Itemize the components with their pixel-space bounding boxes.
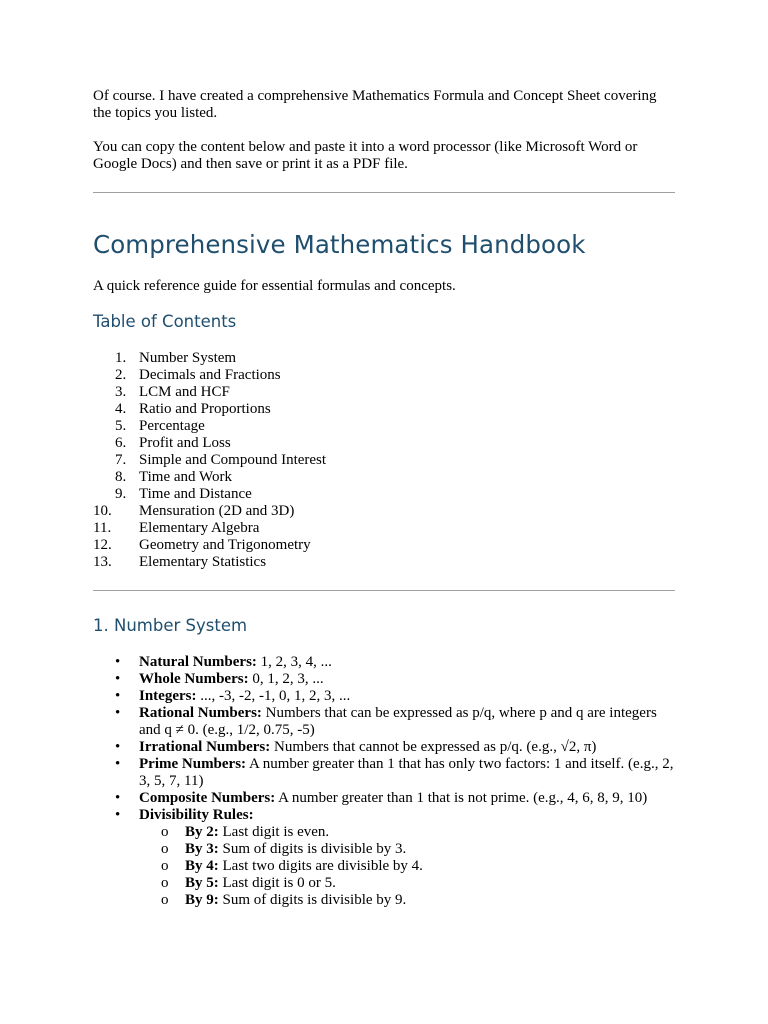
toc-item: 11. Elementary Algebra xyxy=(93,520,260,536)
toc-item: 5. Percentage xyxy=(115,418,205,434)
toc-item: 9. Time and Distance xyxy=(115,486,252,502)
list-item: • Composite Numbers: A number greater than 1 that is not prime. (e.g., 4, 6, 8, 9, 10) xyxy=(93,790,675,807)
document-content xyxy=(93,88,675,909)
list-item: • Irrational Numbers: Numbers that cannot be expressed as p/q. (e.g., √2, π) xyxy=(93,739,675,756)
toc-item: 4. Ratio and Proportions xyxy=(115,401,271,417)
toc-item: 7. Simple and Compound Interest xyxy=(115,452,327,468)
toc-item: 3. LCM and HCF xyxy=(115,384,230,400)
sub-list-item: o By 4: Last two digits are divisible by 4. xyxy=(139,858,675,875)
toc-item: 10. Mensuration (2D and 3D) xyxy=(93,503,295,519)
sub-list-item: o By 2: Last digit is even. xyxy=(139,824,675,841)
list-item: • Divisibility Rules: o By 2: Last digit is even. o By 3: Sum of digits is divisible by 3. o By 4: Last two digits are divisible by 4. o By 5: Last digit is 0 or 5. o By 9: Sum of digits is divisible by 9. xyxy=(93,807,675,909)
divisibility-rules-list xyxy=(139,824,675,909)
intro-paragraph-1: Of course. I have created a comprehensive Mathematics Formula and Concept Sheet covering the topics you listed. xyxy=(93,88,657,121)
list-item: • Integers: ..., -3, -2, -1, 0, 1, 2, 3, ... xyxy=(93,688,675,705)
toc-heading: Table of Contents xyxy=(93,312,237,331)
section-heading-number-system: 1. Number System xyxy=(93,616,248,635)
sub-list-item: o By 3: Sum of digits is divisible by 3. xyxy=(139,841,675,858)
toc-item: 12. Geometry and Trigonometry xyxy=(93,537,311,553)
document-subtitle: A quick reference guide for essential formulas and concepts. xyxy=(93,278,456,294)
intro-paragraph-2: You can copy the content below and paste it into a word processor (like Microsoft Word or Google Docs) and then save or print it as a PDF file. xyxy=(93,139,638,172)
toc-item: 6. Profit and Loss xyxy=(115,435,231,451)
toc-item: 2. Decimals and Fractions xyxy=(115,367,281,383)
document-title: Comprehensive Mathematics Handbook xyxy=(93,230,586,259)
sub-list-item: o By 9: Sum of digits is divisible by 9. xyxy=(139,892,675,909)
table-of-contents xyxy=(93,350,675,571)
toc-item: 1. Number System xyxy=(115,350,237,366)
number-system-list xyxy=(93,654,675,909)
list-item: • Rational Numbers: Numbers that can be expressed as p/q, where p and q are integers and q ≠ 0. (e.g., 1/2, 0.75, -5) xyxy=(93,705,675,739)
sub-list-item: o By 5: Last digit is 0 or 5. xyxy=(139,875,675,892)
list-item: • Whole Numbers: 0, 1, 2, 3, ... xyxy=(93,671,675,688)
list-item: • Natural Numbers: 1, 2, 3, 4, ... xyxy=(93,654,675,671)
list-item: • Prime Numbers: A number greater than 1 that has only two factors: 1 and itself. (e.g., 2, 3, 5, 7, 11) xyxy=(93,756,675,790)
toc-item: 13. Elementary Statistics xyxy=(93,554,267,570)
toc-item: 8. Time and Work xyxy=(115,469,232,485)
